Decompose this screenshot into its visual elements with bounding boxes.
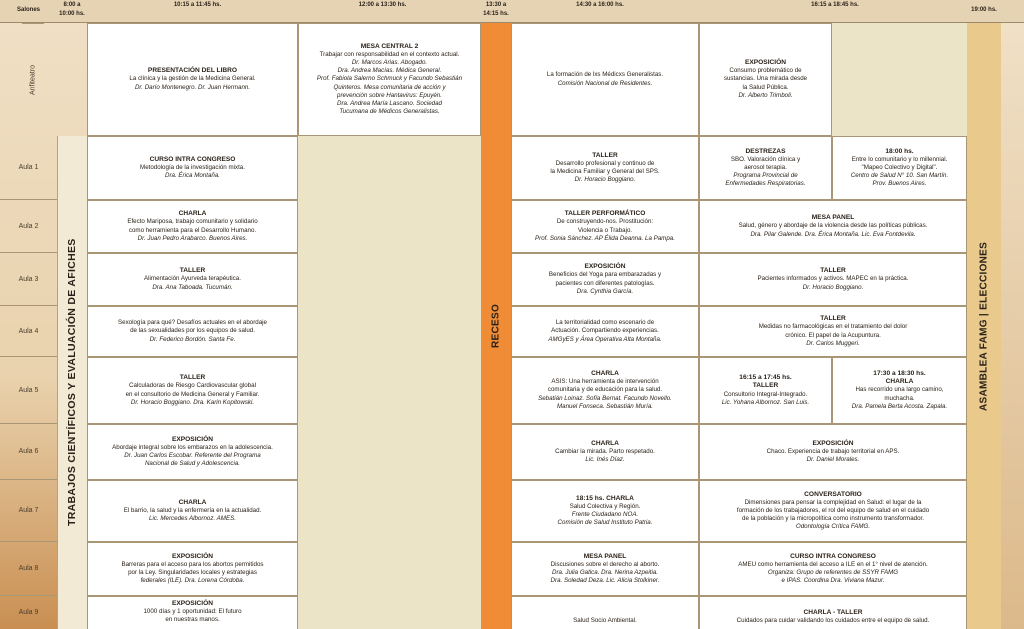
session-card[interactable] bbox=[699, 542, 967, 596]
session-card[interactable] bbox=[511, 200, 699, 253]
session-type: TALLER bbox=[820, 315, 846, 323]
session-text: Has recorrido una largo camino, bbox=[855, 386, 944, 394]
header-slot-7: 19:00 hs. bbox=[971, 7, 997, 13]
session-text: de la población y la micropolítica como instrumento transformador. bbox=[742, 515, 924, 523]
session-type: 18:15 hs. CHARLA bbox=[576, 494, 634, 502]
session-card[interactable] bbox=[298, 23, 481, 136]
session-speakers: AMGyES y Área Operativa Alta Montaña. bbox=[548, 335, 662, 343]
session-type: TALLER bbox=[752, 382, 779, 390]
session-speakers: Dr. Daniel Morales. bbox=[806, 456, 860, 464]
session-speakers: Dr. Horacio Boggiano. bbox=[574, 176, 636, 184]
session-card[interactable] bbox=[511, 306, 699, 357]
room-anfiteatro: Anfiteatro bbox=[22, 23, 44, 136]
header-slot-5: 14:30 a 16:00 hs. bbox=[576, 2, 624, 8]
session-speakers: Dra. Pamela Berta Acosta. Zapala. bbox=[851, 402, 948, 410]
session-text: Salud, género y abordaje de la violencia desde las políticas públicas. bbox=[738, 222, 928, 230]
session-type: MESA PANEL bbox=[583, 552, 627, 560]
header-slot-6: 16:15 a 18:45 hs. bbox=[811, 2, 859, 8]
session-type: EXPOSICIÓN bbox=[744, 59, 787, 67]
session-speakers: Dra. Julia Gatica. Dra. Nerina Azpeitia. bbox=[551, 569, 659, 576]
session-text: Consumo problemático de bbox=[729, 67, 802, 75]
session-text: en nuestras manos. bbox=[165, 616, 220, 624]
header-slot-3: 12:00 a 13:30 hs. bbox=[358, 2, 407, 8]
session-speakers: Dr. Horacio Boggiano. bbox=[802, 283, 864, 291]
session-speakers: Dr. Carlos Muggeri. bbox=[806, 339, 860, 347]
session-card[interactable] bbox=[87, 23, 298, 136]
session-text: crónico. El papel de la Acupuntura. bbox=[785, 331, 881, 339]
session-type: MESA CENTRAL 2 bbox=[360, 43, 419, 51]
session-card[interactable] bbox=[511, 23, 699, 136]
session-speakers: Dr. Darío Montenegro. Dr. Juan Hermann. bbox=[134, 83, 251, 91]
session-text: Beneficios del Yoga para embarazadas y bbox=[548, 271, 662, 279]
session-text: la Salud Pública. bbox=[742, 83, 789, 91]
session-text: pacientes con diferentes patologías. bbox=[555, 279, 655, 287]
session-type: CHARLA bbox=[591, 439, 619, 447]
session-speakers: Dra. Andrea María Lascano. Sociedad bbox=[336, 99, 443, 107]
room-aula-5: Aula 5 bbox=[0, 357, 57, 424]
session-card[interactable] bbox=[87, 424, 298, 480]
session-speakers: Dr. Alberto Trimboli. bbox=[738, 91, 793, 99]
session-text: AMEU como herramienta del acceso a ILE en el 1° nivel de atención. bbox=[738, 560, 928, 568]
session-text: Medidas no farmacológicas en el tratamiento del dolor bbox=[758, 323, 908, 331]
session-speakers: Dr. Juan Carlos Escobar. Referente del Programa bbox=[124, 452, 261, 459]
session-text: Actuación. Compartiendo experiencias. bbox=[551, 327, 659, 335]
session-speakers: Lic. Inés Díaz. bbox=[585, 456, 625, 464]
session-text: aerosol terapia. bbox=[744, 163, 787, 171]
room-aula-2: Aula 2 bbox=[0, 200, 57, 253]
time-header bbox=[0, 0, 1024, 23]
session-speakers: Dra. Pilar Galende. Dra. Érica Montaña. Lic. Eva Fontdevila. bbox=[750, 230, 916, 238]
session-text: SBO. Valoración clínica y bbox=[730, 155, 801, 163]
session-type: CHARLA bbox=[591, 370, 619, 378]
session-card[interactable] bbox=[511, 596, 699, 629]
session-type: CHARLA bbox=[178, 210, 207, 218]
session-text: por la Ley. Singularidades locales y estrategias bbox=[128, 569, 257, 576]
session-card[interactable] bbox=[511, 480, 699, 542]
session-text: formación de los trabajadores, el rol del equipo de salud en el cuidado bbox=[736, 506, 930, 514]
lunch-block bbox=[298, 136, 481, 629]
session-text: De construyendo-nos. Prostitución: bbox=[556, 218, 654, 226]
session-text: "Mapeo Colectivo y Digital". bbox=[861, 163, 938, 171]
session-type: EXPOSICIÓN bbox=[171, 600, 214, 607]
session-text: Calculadoras de Riesgo Cardiovascular global bbox=[129, 382, 256, 390]
session-speakers: Dr. Horacio Boggiano. Dra. Karin Kopitowski. bbox=[130, 398, 255, 406]
session-card[interactable] bbox=[699, 253, 967, 306]
session-speakers: Programa Provincial de bbox=[733, 172, 798, 180]
session-type: TALLER bbox=[592, 151, 618, 159]
session-speakers: federales (ILE). Dra. Lorena Córdoba. bbox=[140, 577, 245, 585]
session-text: la Medicina Familiar y General del SPS. bbox=[550, 168, 660, 175]
session-speakers: Dr. Federico Bordón. Santa Fe. bbox=[149, 335, 236, 343]
header-slot-4: 13:30 a 14:15 hs. bbox=[483, 2, 509, 17]
session-text: Abordaje integral sobre los embarazos en la adolescencia. bbox=[112, 443, 273, 451]
session-speakers: Dra. Ana Taboada. Tucumán. bbox=[152, 283, 233, 291]
session-text: Efecto Mariposa, trabajo comunitario y solidario bbox=[127, 218, 258, 226]
session-text: Pacientes informados y activos. MAPEC en la práctica. bbox=[757, 275, 909, 283]
header-salones: Salones bbox=[16, 7, 40, 13]
header-slot-1: 8:00 a 10:00 hs. bbox=[59, 2, 85, 17]
session-speakers: Prov. Buenos Aires. bbox=[872, 180, 927, 188]
session-speakers: Tucumana de Médicos Generalistas. bbox=[339, 107, 440, 115]
session-text: Barreras para el acceso para los abortos permitidos bbox=[121, 560, 264, 568]
session-speakers: Dra. Soledad Deza. Lic. Alicia Stolkiner. bbox=[550, 577, 660, 585]
session-type: TALLER bbox=[179, 374, 206, 382]
session-card[interactable] bbox=[832, 357, 967, 424]
session-speakers: Dr. Marcos Arias. Abogado. bbox=[351, 59, 428, 67]
session-card[interactable] bbox=[87, 596, 298, 629]
session-type: TALLER bbox=[179, 267, 206, 275]
session-type: TALLER PERFORMÁTICO bbox=[564, 210, 646, 218]
session-text: de las sexualidades por los equipos de salud. bbox=[130, 327, 255, 335]
session-card[interactable] bbox=[511, 542, 699, 596]
session-speakers: Enfermedades Respiratorias. bbox=[725, 180, 806, 188]
session-text: Entre lo comunitario y lo millennial. bbox=[851, 155, 948, 163]
session-card[interactable] bbox=[87, 542, 298, 596]
session-text: Sexología para qué? Desafíos actuales en el abordaje bbox=[118, 319, 267, 327]
session-speakers: Dr. Juan Pedro Arabarco. Buenos Aires. bbox=[137, 234, 248, 242]
session-card[interactable] bbox=[699, 424, 967, 480]
session-time: 16:15 a 17:45 hs. bbox=[739, 374, 792, 382]
session-text: Cuidados para cuidar validando los cuidados entre el equipo de salud. bbox=[736, 617, 930, 625]
session-text: Trabajar con responsabilidad en el contexto actual. bbox=[319, 51, 460, 59]
session-type: EXPOSICIÓN bbox=[584, 263, 626, 271]
session-text: Chaco. Experiencia de trabajo territorial en APS. bbox=[766, 447, 900, 455]
session-type: MESA PANEL bbox=[811, 214, 855, 222]
session-card[interactable] bbox=[699, 596, 967, 629]
session-speakers: e IPAS. Coordina Dra. Viviana Mazur. bbox=[781, 577, 885, 585]
session-type: PRESENTACIÓN DEL LIBRO bbox=[147, 67, 238, 75]
session-type: EXPOSICIÓN bbox=[171, 552, 214, 560]
session-type: CHARLA bbox=[885, 378, 914, 386]
session-card[interactable] bbox=[699, 306, 967, 357]
session-card[interactable] bbox=[832, 136, 967, 200]
session-text: Consultorio Integral-Integrado. bbox=[723, 390, 808, 398]
room-aula-9: Aula 9 bbox=[18, 609, 39, 616]
session-card[interactable] bbox=[87, 136, 298, 200]
session-speakers: Sebatián Loinaz. Sofía Bernat. Facundo Novello. bbox=[538, 394, 672, 402]
asamblea-label: ASAMBLEA FAMG | ELECCIONES bbox=[978, 241, 990, 411]
session-type: EXPOSICIÓN bbox=[812, 439, 854, 447]
session-time: 17:30 a 18:30 hs. bbox=[873, 370, 926, 378]
session-text: Dimensiones para pensar la complejidad en Salud: el lugar de la bbox=[744, 498, 922, 506]
session-text: Cambiar la mirada. Parto respetado. bbox=[555, 447, 655, 455]
room-aula-4: Aula 4 bbox=[0, 306, 57, 357]
session-text: Metodología de la investigación mixta. bbox=[140, 163, 245, 171]
session-speakers: Centro de Salud N° 10. San Martín. bbox=[850, 172, 949, 180]
session-text: sustancias. Una mirada desde bbox=[723, 75, 808, 83]
session-type: EXPOSICIÓN bbox=[171, 435, 214, 443]
session-card[interactable] bbox=[87, 357, 298, 424]
session-speakers: prevención sobre Hantavirus: Epuyén. bbox=[337, 91, 442, 99]
header-slot-2: 10:15 a 11:45 hs. bbox=[173, 2, 222, 8]
session-card[interactable] bbox=[699, 357, 832, 424]
session-text: La territorialidad como escenario de bbox=[555, 319, 655, 327]
session-text: Salud Socio Ambiental. bbox=[573, 617, 637, 624]
anfiteatro-empty-slot bbox=[832, 23, 967, 136]
session-speakers: Odontología Crítica FAMG. bbox=[795, 523, 871, 531]
session-speakers: Lic. Yohana Albornoz. San Luis. bbox=[721, 398, 810, 406]
session-speakers: Manuel Fonseca. Sebastián Muría. bbox=[557, 402, 653, 410]
session-speakers: Quinteros. Mesa comunitaria de acción y bbox=[333, 83, 446, 91]
room-aula-8: Aula 8 bbox=[0, 542, 57, 596]
session-card[interactable] bbox=[699, 136, 832, 200]
session-text: El barrio, la salud y la enfermería en la actualidad. bbox=[123, 506, 262, 514]
session-card[interactable] bbox=[699, 480, 967, 542]
session-text: ASIS: Una herramienta de intervención bbox=[551, 378, 659, 386]
session-speakers: Prof. Sonia Sánchez. AP Élida Deanna. La Pampa. bbox=[535, 234, 675, 242]
session-type: CONVERSATORIO bbox=[804, 490, 862, 498]
session-type: CURSO INTRA CONGRESO bbox=[790, 552, 876, 560]
receso-label: RECESO bbox=[490, 303, 502, 349]
session-text: Violencia o Trabajo. bbox=[577, 226, 633, 234]
session-speakers: Lic. Mercedes Albornoz. AMES. bbox=[149, 515, 236, 523]
session-speakers: Frente Ciudadano NOA. bbox=[571, 511, 639, 518]
session-card[interactable] bbox=[87, 200, 298, 253]
session-time: 18:00 hs. bbox=[885, 147, 914, 155]
trabajos-band-label: TRABAJOS CIENTÍFICOS Y EVALUACIÓN DE AFICHES bbox=[66, 238, 78, 527]
session-card[interactable] bbox=[699, 200, 967, 253]
session-type: CHARLA bbox=[178, 498, 207, 506]
right-background bbox=[1001, 23, 1024, 629]
session-card[interactable] bbox=[87, 480, 298, 542]
session-type: CHARLA - TALLER bbox=[803, 609, 863, 616]
session-card[interactable] bbox=[511, 424, 699, 480]
room-aula-7: Aula 7 bbox=[0, 480, 57, 542]
session-card[interactable] bbox=[87, 253, 298, 306]
session-speakers: Comisión de Salud Instituto Patria. bbox=[557, 519, 653, 527]
session-speakers: Organiza: Grupo de referentes de SSYR FAMG bbox=[767, 569, 899, 576]
session-text: Salud Colectiva y Región. bbox=[569, 502, 641, 510]
session-text: Desarrollo profesional y continuo de bbox=[555, 159, 655, 167]
session-type: TALLER bbox=[820, 267, 846, 275]
session-card[interactable] bbox=[699, 23, 832, 136]
room-aula-6: Aula 6 bbox=[0, 424, 57, 480]
session-text: Discusiones sobre el derecho al aborto. bbox=[550, 560, 660, 568]
session-text: como herramienta para el Desarrollo Humano. bbox=[128, 226, 257, 234]
room-aula-3: Aula 3 bbox=[0, 253, 57, 306]
session-speakers: Nacional de Salud y Adolescencia. bbox=[144, 460, 241, 468]
session-speakers: Prof. Fabiola Salerno Schmuck y Facundo Sebastián bbox=[316, 75, 463, 83]
session-speakers: Dra. Cynthia García. bbox=[576, 287, 634, 295]
session-text: Alimentación Ayurveda terapéutica. bbox=[144, 275, 241, 283]
session-type: CURSO INTRA CONGRESO bbox=[149, 155, 236, 163]
session-text: en el consultorio de Medicina General y Familiar. bbox=[125, 390, 260, 398]
session-card[interactable] bbox=[511, 136, 699, 200]
session-text: La clínica y la gestión de la Medicina General. bbox=[129, 75, 256, 83]
room-aula-1: Aula 1 bbox=[0, 136, 57, 200]
session-speakers: Dra. Andrea Macías. Médica General. bbox=[337, 67, 442, 75]
session-text: 1000 días y 1 oportunidad: El futuro bbox=[143, 608, 242, 616]
session-speakers: Dra. Érica Montaña. bbox=[164, 172, 221, 180]
session-card[interactable] bbox=[87, 306, 298, 357]
session-text: La formación de lxs Médicxs Generalistas. bbox=[546, 71, 664, 79]
session-card[interactable] bbox=[511, 253, 699, 306]
session-text: muchacha. bbox=[884, 394, 915, 402]
session-text: comunitaria y de educación para la salud. bbox=[547, 386, 663, 394]
session-type: DESTREZAS bbox=[745, 147, 786, 155]
session-speakers: Comisión Nacional de Residentes. bbox=[557, 79, 653, 87]
session-card[interactable] bbox=[511, 357, 699, 424]
